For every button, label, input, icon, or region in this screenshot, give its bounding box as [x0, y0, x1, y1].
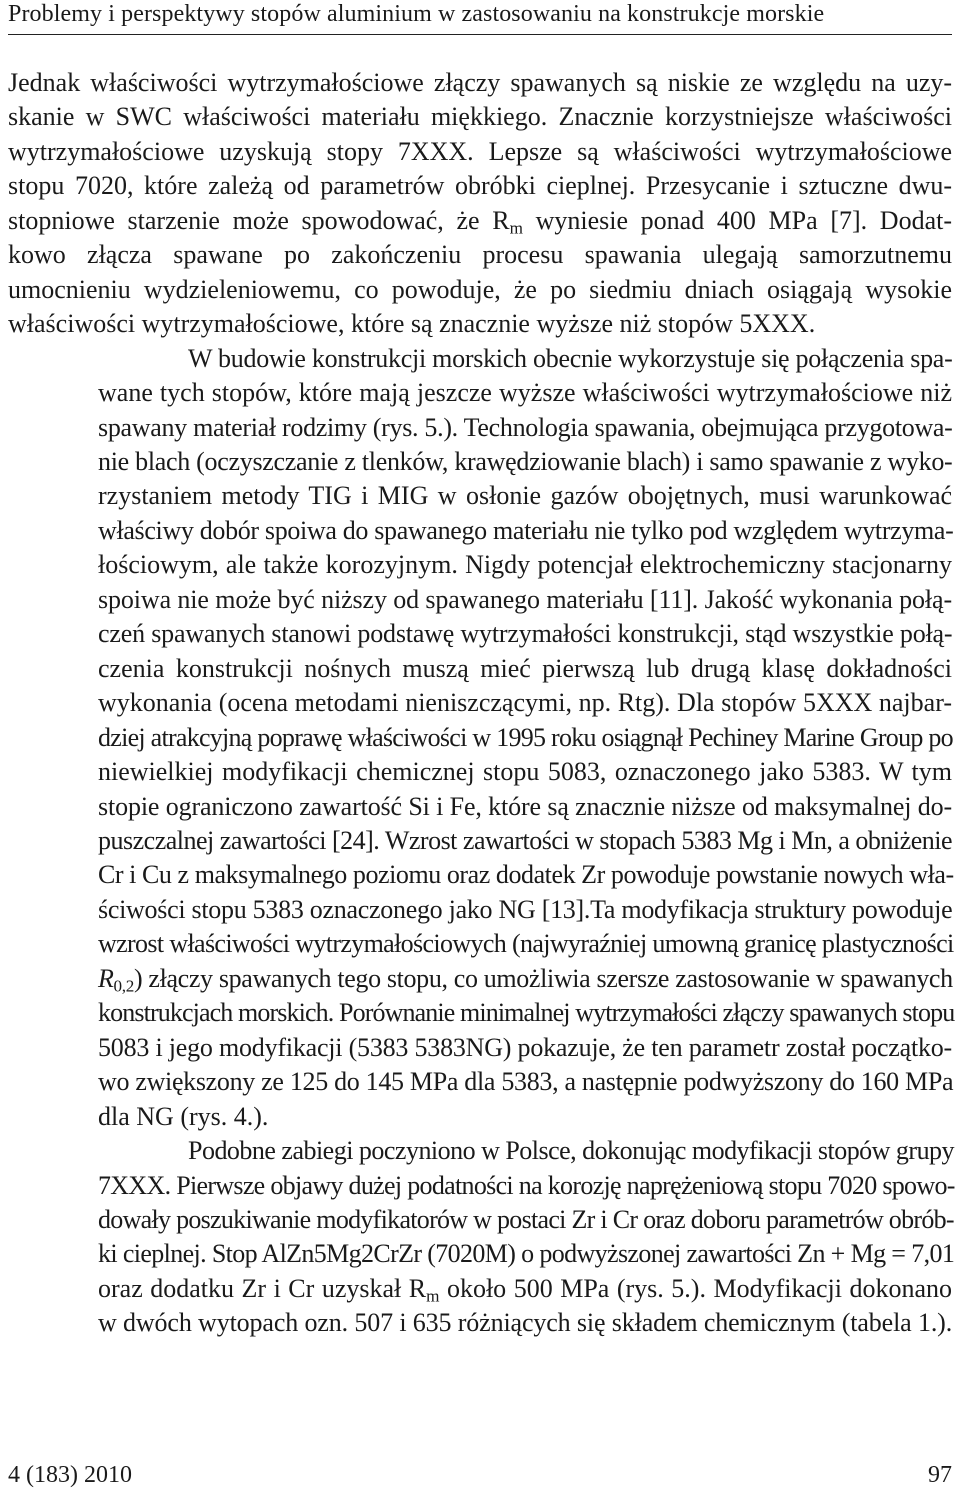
text-line: Jednak właściwości wytrzymałościowe złączy spawanych są niskie ze względu na uzy-: [8, 68, 953, 97]
text-line: [8, 1272, 952, 1306]
text-line: właściwości wytrzymałościowe, które są znacznie wyższe niż stopów 5XXX.: [8, 309, 816, 339]
text-line: umocnieniu wydzieleniowemu, co powoduje, że po siedmiu dniach osiągają wysokie: [8, 274, 952, 304]
text-line: dziej atrakcyjną poprawę właściwości w 1995 roku osiągnął Pechiney Marine Group po: [98, 722, 953, 752]
text-line: skanie w SWC właściwości materiału miękkiego. Znacznie korzystniejsze właściwości: [8, 102, 952, 132]
running-header: [8, 0, 952, 35]
page-footer: [8, 1462, 952, 1498]
symbol-r: R: [98, 963, 114, 993]
text-line: kowo złącza spawane po zakończeniu procesu spawania ulegają samorzutnemu: [8, 240, 953, 270]
text-line: W budowie konstrukcji morskich obecnie wykorzystuje się połączenia spa-: [188, 343, 953, 373]
text-line: właściwy dobór spoiwa do spawanego materiału nie tylko pod względem wytrzyma-: [98, 515, 954, 545]
text-line: czenia konstrukcji nośnych muszą mieć pierwszą lub drugą klasę dokładności: [98, 653, 953, 683]
text-line: 5083 i jego modyfikacji (5383 5383NG) pokazuje, że ten parametr został początko-: [98, 1032, 952, 1062]
subscript: m: [509, 218, 523, 238]
text-line: ściwości stopu 5383 oznaczonego jako NG [13].Ta modyfikacja struktury powoduje: [98, 894, 953, 924]
text-line: w dwóch wytopach ozn. 507 i 635 różniących się składem chemicznym (tabela 1.).: [98, 1308, 953, 1338]
paragraph-1: [8, 66, 952, 342]
text-line: [8, 962, 952, 996]
text-line: Podobne zabiegi poczyniono w Polsce, dokonując modyfikacji stopów grupy: [188, 1136, 955, 1166]
text-span: wyniesie ponad 400 MPa [7]. Dodat-: [522, 205, 952, 235]
text-span: około 500 MPa (rys. 5.). Modyfikacji dokonano: [439, 1273, 953, 1303]
text-line: spoiwa nie może być niższy od spawanego materiału [11]. Jakość wykonania połą-: [98, 584, 952, 614]
text-line: niewielkiej modyfikacji chemicznej stopu 5083, oznaczonego jako 5383. W tym: [98, 757, 952, 787]
running-header-title: Problemy i perspektywy stopów aluminium w zastosowaniu na konstrukcje morskie: [8, 1, 825, 27]
text-line: wzrost właściwości wytrzymałościowych (najwyraźniej umowną granicę plastyczności: [98, 929, 954, 959]
text-line: wo zwiększony ze 125 do 145 MPa dla 5383, a następnie podwyższony do 160 MPa: [98, 1067, 954, 1097]
page-number: 97: [928, 1462, 952, 1488]
text-line: 7XXX. Pierwsze objawy dużej podatności na korozję naprężeniową stopu 7020 spowo-: [98, 1170, 955, 1200]
text-line: nie blach (oczyszczanie z tlenków, krawędziowanie blach) i samo spawanie z wyko-: [98, 446, 953, 476]
text-line: wykonania (ocena metodami nieniszczącymi, np. Rtg). Dla stopów 5XXX najbar-: [98, 688, 952, 718]
text-line: wane tych stopów, które mają jeszcze wyższe właściwości wytrzymałościowe niż: [98, 378, 953, 408]
text-line: stopu 7020, które zależą od parametrów obróbki cieplnej. Przesycanie i sztuczne dwu-: [8, 171, 953, 201]
text-line: łościowym, ale także korozyjnym. Nigdy potencjał elektrochemiczny stacjonarny: [98, 550, 952, 580]
text-line: dowały poszukiwanie modyfikatorów w postaci Zr i Cr oraz doboru parametrów obrób-: [98, 1204, 954, 1234]
subscript: m: [426, 1286, 440, 1306]
text-span: ) złączy spawanych tego stopu, co umożliwia szersze zastosowanie w spawanych: [133, 963, 953, 993]
text-span: stopniowe starzenie może spowodować, że R: [8, 205, 510, 235]
text-line: [8, 204, 952, 238]
issue-label: 4 (183) 2010: [8, 1462, 132, 1488]
text-line: puszczalnej zawartości [24]. Wzrost zawartości w stopach 5383 Mg i Mn, a obniżenie: [98, 825, 952, 855]
text-line: czeń spawanych stanowi podstawę wytrzymałości konstrukcji, stąd wszystkie połą-: [98, 619, 953, 649]
paragraph-2: [8, 342, 955, 1134]
text-line: rzystaniem metody TIG i MIG w osłonie gazów obojętnych, musi warunkować: [98, 481, 953, 511]
text-line: spawany materiał rodzimy (rys. 5.). Technologia spawania, obejmująca przygotowa-: [98, 412, 953, 442]
paragraph-3: [8, 1134, 955, 1341]
subscript: 0,2: [113, 976, 134, 996]
text-line: stopie ograniczono zawartość Si i Fe, które są znacznie niższe od maksymalnej do-: [98, 791, 952, 821]
text-line: konstrukcjach morskich. Porównanie minimalnej wytrzymałości złączy spawanych stopu: [98, 998, 955, 1028]
text-line: ki cieplnej. Stop AlZn5Mg2CrZr (7020M) o podwyższonej zawartości Zn + Mg = 7,01: [98, 1239, 955, 1269]
article-body: [8, 66, 955, 1341]
text-line: dla NG (rys. 4.).: [98, 1101, 269, 1131]
text-line: wytrzymałościowe uzyskują stopy 7XXX. Lepsze są właściwości wytrzymałościowe: [8, 136, 953, 166]
text-line: Cr i Cu z maksymalnego poziomu oraz dodatek Zr powoduje powstanie nowych wła-: [98, 860, 954, 890]
text-span: oraz dodatku Zr i Cr uzyskał R: [98, 1273, 427, 1303]
